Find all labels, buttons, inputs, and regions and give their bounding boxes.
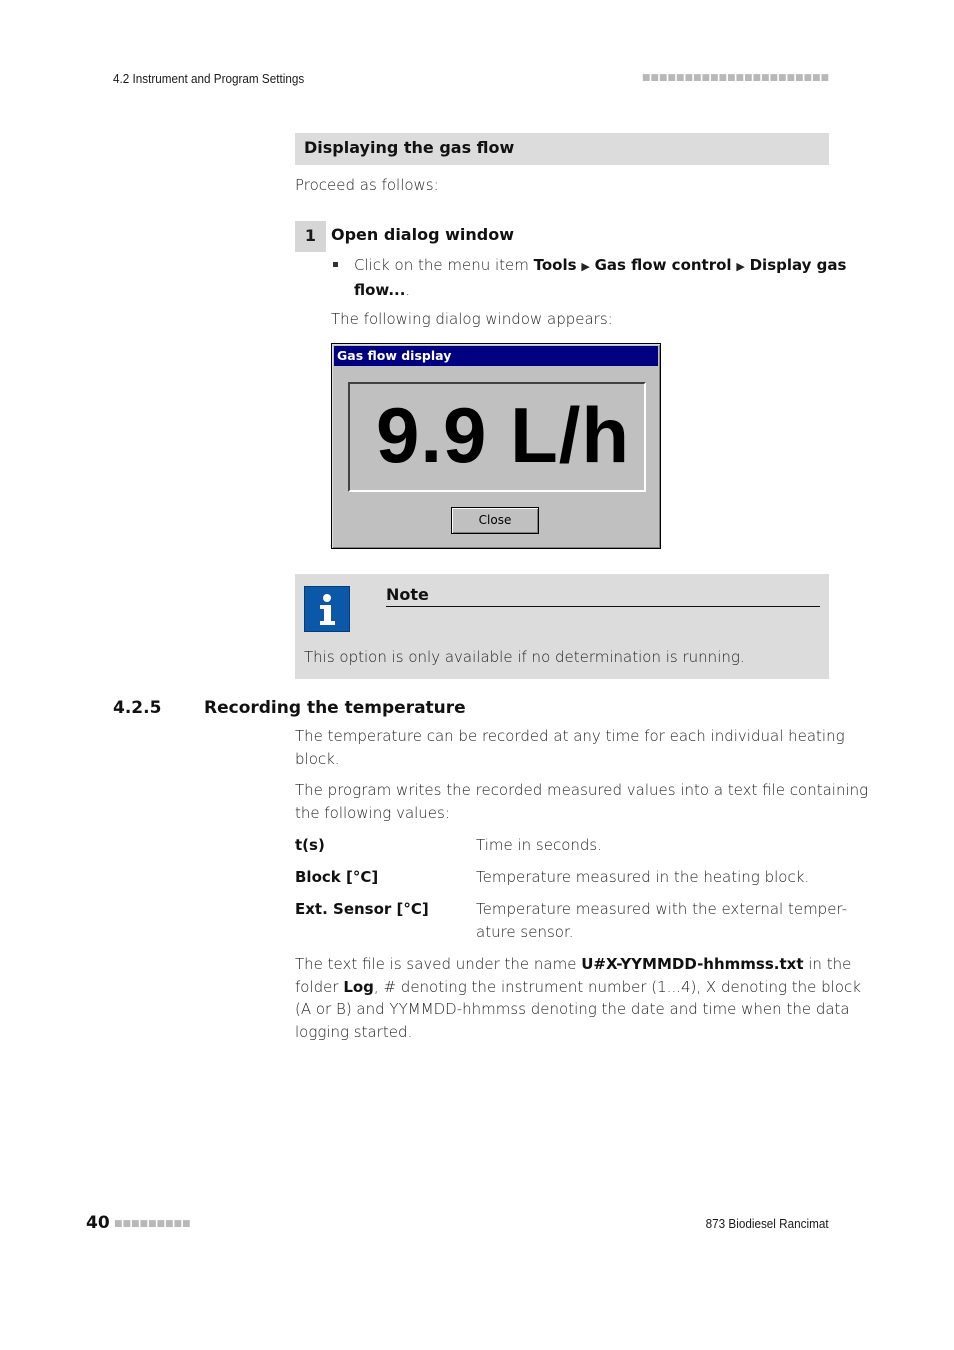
header-decoration: ■■■■■■■■■■■■■■■■■■■■■■ [641,73,829,83]
file-name: U#X-YYMMDD-hhmmss.txt [581,955,804,973]
dialog-appears-text: The following dialog window appears: [331,310,613,328]
paragraph-1 [295,725,845,770]
section-title: Recording the temperature [204,698,466,718]
bullet-icon [333,262,338,267]
definition-term: t(s) [295,836,325,854]
product-name: 873 Biodiesel Rancimat [706,1216,829,1231]
paragraph-2 [295,779,868,824]
gas-flow-readout [348,382,646,492]
p3-text: , # denoting the instrument number (1...4), X denoting the block [373,977,861,996]
instruction-prefix: Click on the menu item [354,256,534,274]
step-instruction [354,254,847,301]
note-title: Note [386,585,429,604]
p3-text: in the [803,955,852,973]
instruction-end: . [405,280,411,299]
definition-term: Block [°C] [295,868,379,886]
definition-desc: Temperature measured in the heating block. [476,868,810,886]
paragraph-3 [295,953,861,1043]
definition-desc: Time in seconds. [476,836,602,854]
p3-line-3: (A or B) and YYMMDD-hhmmss denoting the date and time when the data [295,1000,850,1018]
menu-tools: Tools [533,256,577,274]
menu-gas-flow-control: Gas flow control [594,256,732,274]
step-number: 1 [304,226,317,245]
intro-text: Proceed as follows: [295,176,439,194]
gas-flow-dialog [331,343,661,549]
paragraph-1-line-2: block. [295,749,340,768]
p3-text: The text file is saved under the name [295,955,582,973]
footer-decoration: ■■■■■■■■■ [114,1219,191,1229]
definition-desc-line-2: ature sensor. [476,922,574,941]
paragraph-1-line-1: The temperature can be recorded at any time for each individual heating [295,727,845,745]
procedure-title-bar [295,133,829,165]
note-divider [386,606,820,607]
definition-desc [476,898,847,943]
arrow-icon: ▶ [581,260,590,273]
dialog-title: Gas flow display [334,346,658,366]
paragraph-2-line-2: the following values: [295,803,450,822]
note-text: This option is only available if no determination is running. [304,648,745,666]
definition-term: Ext. Sensor [°C] [295,900,429,918]
menu-flow: flow... [354,280,406,299]
gas-flow-value: 9.9 L/h [376,391,631,479]
page-number: 40 [86,1213,110,1233]
close-button[interactable]: Close [451,507,539,534]
running-header: 4.2 Instrument and Program Settings [113,71,305,86]
menu-display-gas: Display gas [749,256,847,274]
p3-line-4: logging started. [295,1022,413,1041]
paragraph-2-line-1: The program writes the recorded measured values into a text file containing [295,781,869,799]
arrow-icon: ▶ [736,260,745,273]
definition-desc-line-1: Temperature measured with the external temper- [476,900,848,918]
step-number-box [295,221,326,252]
step-title: Open dialog window [331,225,514,244]
section-number: 4.2.5 [113,698,162,718]
note-box [295,574,829,679]
info-icon [304,586,350,632]
folder-name: Log [343,977,374,996]
procedure-title: Displaying the gas flow [304,138,515,157]
p3-text: folder [295,977,344,996]
